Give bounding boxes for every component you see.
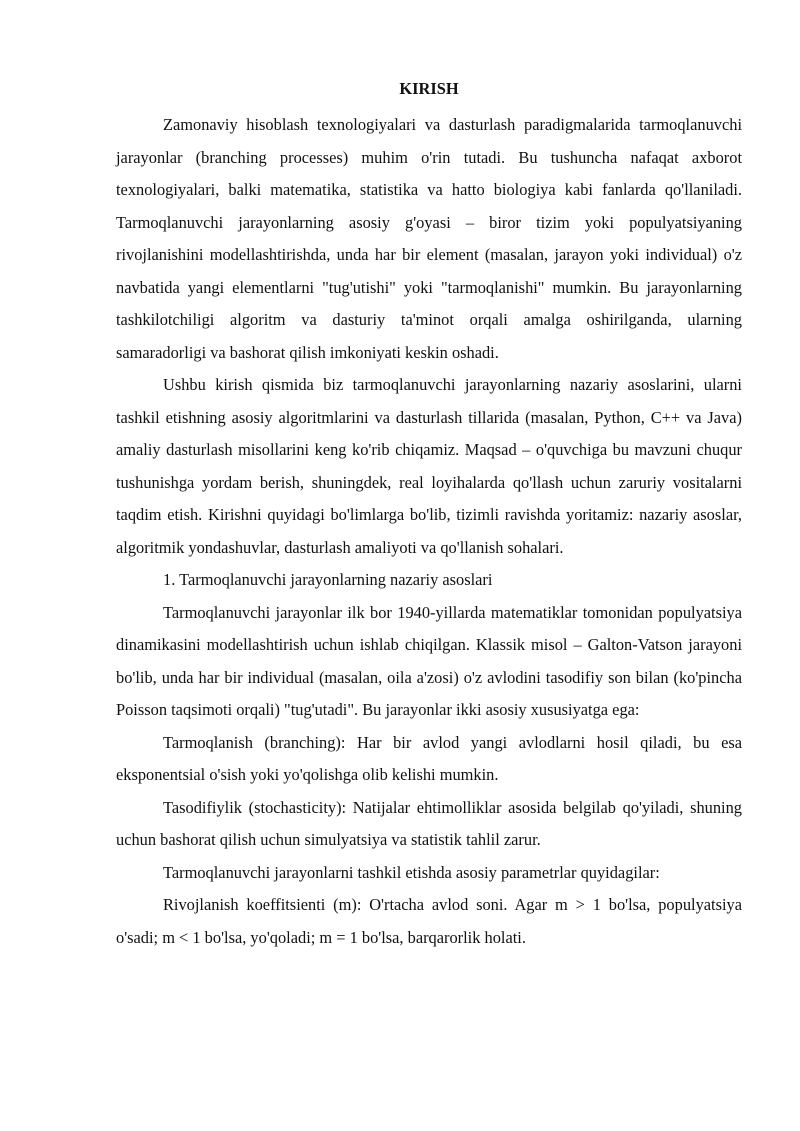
section-heading: 1. Tarmoqlanuvchi jarayonlarning nazariy asoslari bbox=[163, 570, 493, 589]
paragraph-parameters-intro: Tarmoqlanuvchi jarayonlarni tashkil etishda asosiy parametrlar quyidagilar: bbox=[163, 862, 660, 882]
paragraph-stochasticity: Tasodifiylik (stochasticity): Natijalar ehtimolliklar asosida belgilab qo'yiladi, shuning uchun bashorat qilish uchun simulyatsiya va statistik tahlil zarur. bbox=[116, 797, 742, 849]
paragraph-overview: Ushbu kirish qismida biz tarmoqlanuvchi jarayonlarning nazariy asoslarini, ularni tashkil etishning asosiy algoritmlarini va dasturlash tillarida (masalan, Python, C++ va Java) amaliy dasturlash misollarini keng ko'rib chiqamiz. Maqsad – o'quvchiga bu mavzuni chuqur tushunishga yordam berish, shuningdek, real loyihalarda qo'llash uchun zaruriy vositalarni taqdim etish. Kirishni quyidagi bo'limlarga bo'lib, tizimli ravishda yoritamiz: nazariy asoslar, algoritmik yondashuvlar, dasturlash amaliyoti va qo'llanish sohalari. bbox=[116, 375, 742, 557]
paragraph-branching: Tarmoqlanish (branching): Har bir avlod yangi avlodlarni hosil qiladi, bu esa eksponentsial o'sish yoki yo'qolishga olib kelishi mumkin. bbox=[116, 732, 742, 784]
paragraph-history: Tarmoqlanuvchi jarayonlar ilk bor 1940-yillarda matematiklar tomonidan populyatsiya dinamikasini modellashtirish uchun ishlab chiqilgan. Klassik misol – Galton-Vatson jarayoni bo'lib, unda har bir individual (masalan, oila a'zosi) o'z avlodini tasodifiy son bilan (ko'pincha Poisson taqsimoti orqali) "tug'utadi". Bu jarayonlar ikki asosiy xususiyatga ega: bbox=[116, 602, 742, 719]
document-page bbox=[116, 74, 742, 954]
page-title: KIRISH bbox=[399, 79, 459, 98]
paragraph-intro: Zamonaviy hisoblash texnologiyalari va dasturlash paradigmalarida tarmoqlanuvchi jarayonlar (branching processes) muhim o'rin tutadi. Bu tushuncha nafaqat axborot texnologiyalari, balki matematika, statistika va hatto biologiya kabi fanlarda qo'llaniladi. Tarmoqlanuvchi jarayonlarning asosiy g'oyasi – biror tizim yoki populyatsiyaning rivojlanishini modellashtirishda, unda har bir element (masalan, jarayon yoki individual) o'z navbatida yangi elementlarni "tug'utishi" yoki "tarmoqlanishi" mumkin. Bu jarayonlarning tashkilotchiligi algoritm va dasturiy ta'minot orqali amalga oshirilganda, ularning samaradorligi va bashorat qilish imkoniyati keskin oshadi. bbox=[116, 115, 742, 362]
paragraph-growth-coefficient: Rivojlanish koeffitsienti (m): O'rtacha avlod soni. Agar m > 1 bo'lsa, populyatsiya o'sadi; m < 1 bo'lsa, yo'qoladi; m = 1 bo'lsa, barqarorlik holati. bbox=[116, 895, 742, 947]
